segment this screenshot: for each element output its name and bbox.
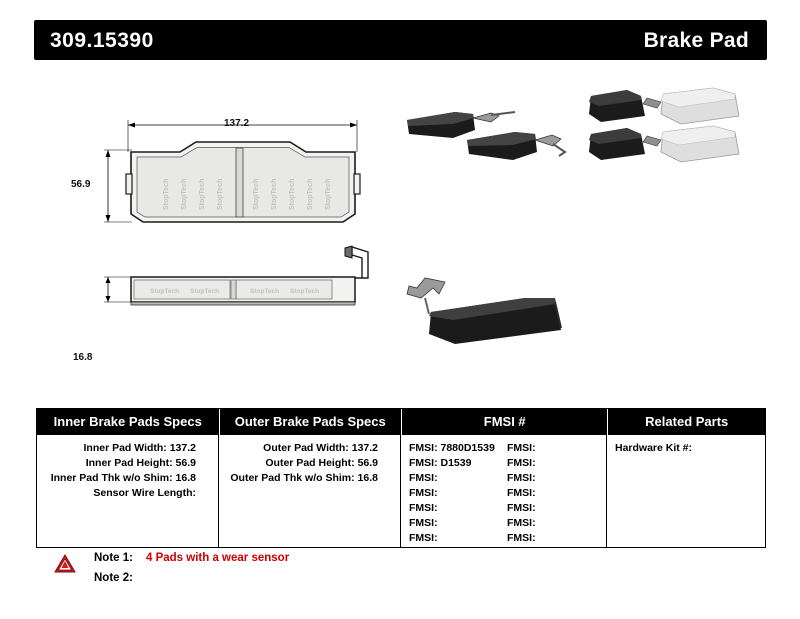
fmsi-left-7: FMSI: [409,532,438,544]
svg-text:StopTech: StopTech [289,178,296,210]
inner-specs-cell [37,435,219,547]
svg-text:StopTech: StopTech [307,178,314,210]
fmsi-column-right [507,441,605,546]
technical-drawing [0,62,800,392]
dimension-width: 137.2 [224,118,250,129]
spec-table [36,408,766,548]
spec-table-header-row [37,409,765,435]
fmsi-column-left [409,441,507,546]
fmsi-right-2: FMSI: [507,457,536,469]
fmsi-left-3: FMSI: [409,472,438,484]
column-header-inner-specs: Inner Brake Pads Specs [37,409,220,435]
fmsi-right-3: FMSI: [507,472,536,484]
outer-pad-thickness: Outer Pad Thk w/o Shim: 16.8 [230,472,378,484]
svg-text:StopTech: StopTech [325,178,332,210]
svg-text:StopTech: StopTech [290,288,320,295]
note-1-label: Note 1: [94,552,133,564]
column-header-related-parts: Related Parts [645,414,729,429]
fmsi-cell [401,435,607,547]
svg-text:StopTech: StopTech [190,288,220,295]
header-bar [34,20,767,60]
fmsi-left-2: FMSI: D1539 [409,457,472,469]
svg-text:StopTech: StopTech [181,178,188,210]
fmsi-right-4: FMSI: [507,487,536,499]
related-parts-cell [607,435,764,547]
svg-text:StopTech: StopTech [199,178,206,210]
note-2-row [36,572,536,592]
inner-pad-thickness: Inner Pad Thk w/o Shim: 16.8 [50,472,196,484]
fmsi-right-6: FMSI: [507,517,536,529]
outer-specs-cell [219,435,401,547]
product-type: Brake Pad [643,29,749,52]
dimension-height: 56.9 [71,179,91,190]
part-number: 309.15390 [50,29,154,52]
column-header-fmsi: FMSI # [402,409,608,435]
inner-pad-width: Inner Pad Width: 137.2 [83,442,196,454]
svg-text:StopTech: StopTech [271,178,278,210]
fmsi-right-7: FMSI: [507,532,536,544]
dimension-thickness: 16.8 [73,352,93,363]
svg-text:StopTech: StopTech [150,288,180,295]
fmsi-left-1: FMSI: 7880D1539 [409,442,495,454]
outer-pad-width: Outer Pad Width: 137.2 [263,442,378,454]
inner-pad-height: Inner Pad Height: 56.9 [85,457,196,469]
note-1-row [36,552,536,572]
svg-text:StopTech: StopTech [217,178,224,210]
hardware-kit-number: Hardware Kit #: [615,442,693,454]
svg-text:StopTech: StopTech [250,288,280,295]
fmsi-left-4: FMSI: [409,487,438,499]
spec-table-body [37,435,765,547]
fmsi-left-5: FMSI: [409,502,438,514]
pad-photos-svg [395,82,775,382]
note-2-label: Note 2: [94,572,133,584]
outer-pad-height: Outer Pad Height: 56.9 [265,457,378,469]
notes-section [36,552,536,592]
svg-text:StopTech: StopTech [253,178,260,210]
sensor-wire-length: Sensor Wire Length: [93,487,196,499]
note-1-text: 4 Pads with a wear sensor [146,552,290,564]
fmsi-right-1: FMSI: [507,442,536,454]
fmsi-right-5: FMSI: [507,502,536,514]
pad-front-view-svg [0,62,400,392]
svg-text:StopTech: StopTech [163,178,170,210]
column-header-outer-specs: Outer Brake Pads Specs [220,409,403,435]
fmsi-left-6: FMSI: [409,517,438,529]
